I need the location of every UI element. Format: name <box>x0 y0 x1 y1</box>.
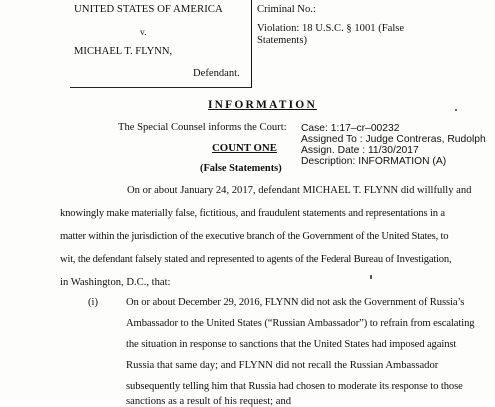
count-subheading: (False Statements) <box>200 163 282 174</box>
criminal-number-label: Criminal No.: <box>257 4 316 15</box>
scan-speck <box>455 109 457 111</box>
item-line: the situation in response to sanctions that the United States had imposed against <box>126 339 457 350</box>
paragraph-line: in Washington, D.C., that: <box>60 277 171 288</box>
intro-text: The Special Counsel informs the Court: <box>118 122 287 133</box>
caption-divider <box>251 0 252 88</box>
item-line: sanctions as a result of his request; and <box>126 396 292 407</box>
paragraph-line: On or about January 24, 2017, defendant MICHAEL T. FLYNN did willfully and <box>127 185 472 196</box>
paragraph-line: matter within the jurisdiction of the executive branch of the Government of the United States, to <box>60 231 449 242</box>
stamp-description: Description: INFORMATION (A) <box>301 156 447 167</box>
versus-label: v. <box>140 28 147 38</box>
violation-line-2: Statements) <box>257 35 308 46</box>
item-line: On or about December 29, 2016, FLYNN did not ask the Government of Russia’s <box>126 297 465 308</box>
item-marker: (i) <box>88 297 98 308</box>
stamp-assigned: Assigned To : Judge Contreras, Rudolph <box>301 134 486 145</box>
paragraph-line: knowingly make materially false, fictitious, and fraudulent statements and representations in a <box>60 208 445 219</box>
defendant-label: Defendant. <box>193 68 240 79</box>
stamp-assign-date: Assign. Date : 11/30/2017 <box>301 145 419 156</box>
caption-bottom-rule <box>70 87 252 88</box>
plaintiff-name: UNITED STATES OF AMERICA <box>74 3 223 15</box>
document-title: INFORMATION <box>208 99 317 111</box>
count-heading: COUNT ONE <box>212 142 277 154</box>
violation-line-1: Violation: 18 U.S.C. § 1001 (False <box>257 23 405 34</box>
paragraph-line: wit, the defendant falsely stated and represented to agents of the Federal Bureau of Investigation, <box>60 254 452 265</box>
item-line: Russia that same day; and FLYNN did not recall the Russian Ambassador <box>126 360 439 371</box>
item-line: Ambassador to the United States (“Russian Ambassador”) to refrain from escalating <box>126 318 475 329</box>
item-line: subsequently telling him that Russia had chosen to moderate its response to those <box>126 381 463 392</box>
stamp-case: Case: 1:17–cr–00232 <box>301 123 400 134</box>
defendant-name: MICHAEL T. FLYNN, <box>74 46 173 57</box>
scan-speck <box>370 275 372 279</box>
